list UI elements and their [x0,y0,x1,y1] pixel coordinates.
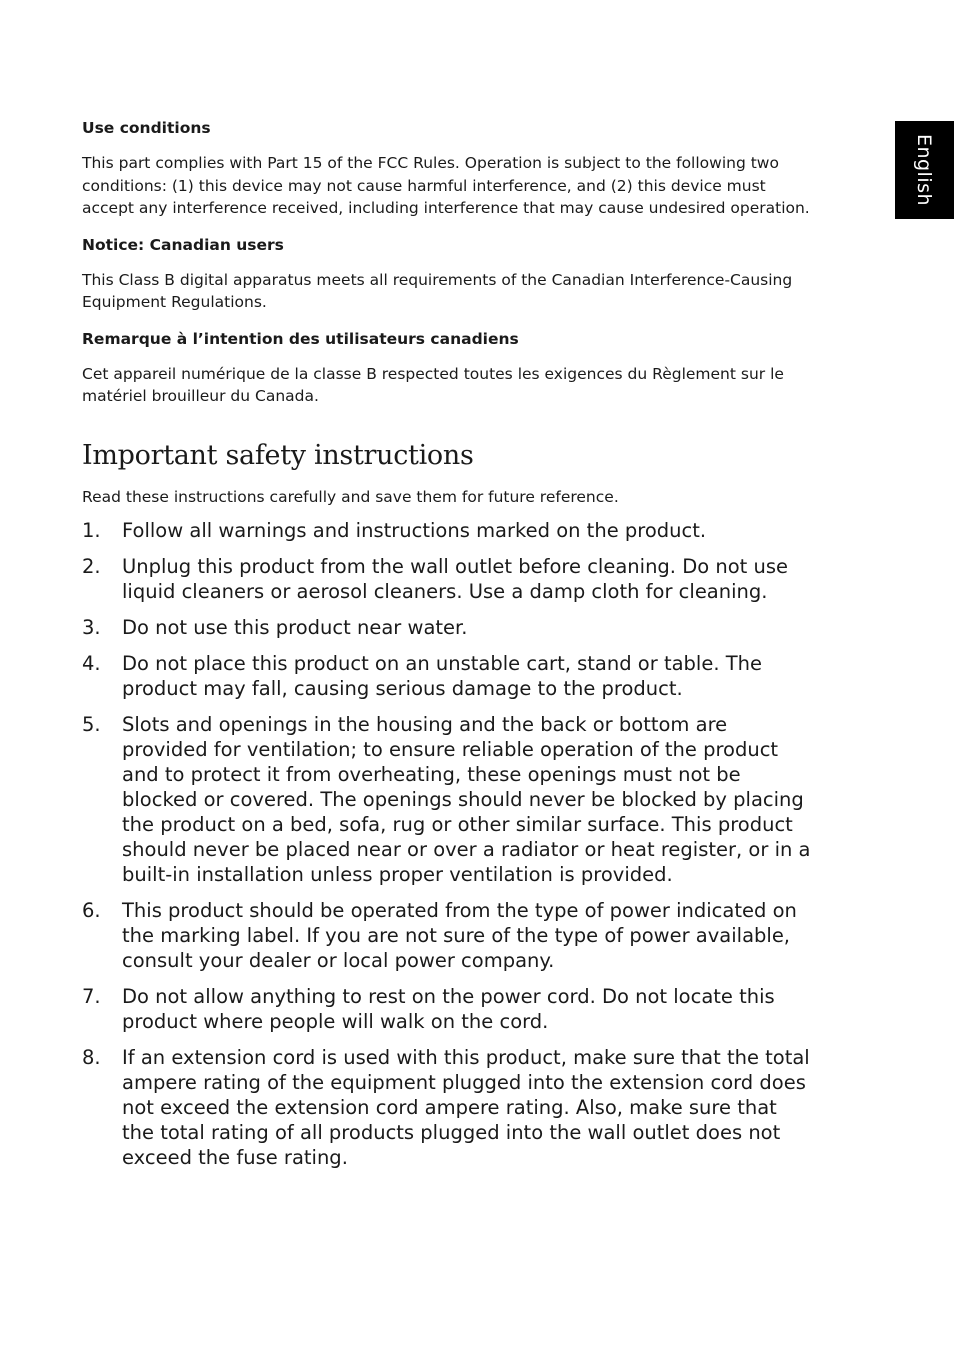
list-item [82,651,812,701]
item-text: Slots and openings in the housing and the back or bottom are provided for ventilation; to ensure reliable operation of the product and to protect it from overheating, these openings must not be blocked or covered. The openings should never be blocked by placing the product on a bed, sofa, rug or other similar surface. This product should never be placed near or over a radiator or heat register, or in a built-in installation unless proper ventilation is provided. [122,712,811,886]
item-number: 8. [82,1045,101,1069]
section-text: This Class B digital apparatus meets all requirements of the Canadian Interference-Causing Equipment Regulations. [82,270,793,311]
item-text: If an extension cord is used with this product, make sure that the total ampere rating of the equipment plugged into the extension cord does not exceed the extension cord ampere rating. Also, make sure that the total rating of all products plugged into the wall outlet does not exceed the fuse rating. [122,1045,810,1169]
item-number: 3. [82,615,101,639]
use-conditions-section [82,118,812,220]
list-item [82,518,812,543]
item-number: 4. [82,651,101,675]
item-text: Do not allow anything to rest on the power cord. Do not locate this product where people will walk on the cord. [122,984,775,1033]
section-heading: Use conditions [82,119,211,137]
list-item [82,898,812,973]
item-number: 5. [82,712,101,736]
section-text: Cet appareil numérique de la classe B respected toutes les exigences du Règlement sur le matériel brouilleur du Canada. [82,364,784,405]
french-notice-section [82,329,812,408]
page-content [82,118,812,1181]
item-number: 6. [82,898,101,922]
list-item [82,984,812,1034]
page-title: Important safety instructions [82,439,474,471]
language-tab-label: English [913,133,936,207]
canadian-notice-section [82,235,812,314]
item-number: 1. [82,518,101,542]
item-text: Do not place this product on an unstable cart, stand or table. The product may fall, causing serious damage to the product. [122,651,762,700]
item-text: Do not use this product near water. [122,615,468,639]
section-text: This part complies with Part 15 of the FCC Rules. Operation is subject to the following two conditions: (1) this device may not cause harmful interference, and (2) this device must accept any interference received, including interference that may cause undesired operation. [82,154,810,217]
item-text: Follow all warnings and instructions marked on the product. [122,518,707,542]
item-text: Unplug this product from the wall outlet before cleaning. Do not use liquid cleaners or aerosol cleaners. Use a damp cloth for cleaning. [122,554,788,603]
item-number: 2. [82,554,101,578]
item-text: This product should be operated from the type of power indicated on the marking label. If you are not sure of the type of power available, consult your dealer or local power company. [122,898,797,972]
safety-intro: Read these instructions carefully and save them for future reference. [82,487,619,506]
language-tab [895,121,954,219]
list-item [82,1045,812,1170]
list-item [82,615,812,640]
list-item [82,554,812,604]
item-number: 7. [82,984,101,1008]
section-heading: Notice: Canadian users [82,235,284,254]
section-heading: Remarque à l’intention des utilisateurs canadiens [82,329,519,348]
safety-instructions-list [82,518,812,1170]
list-item [82,712,812,887]
